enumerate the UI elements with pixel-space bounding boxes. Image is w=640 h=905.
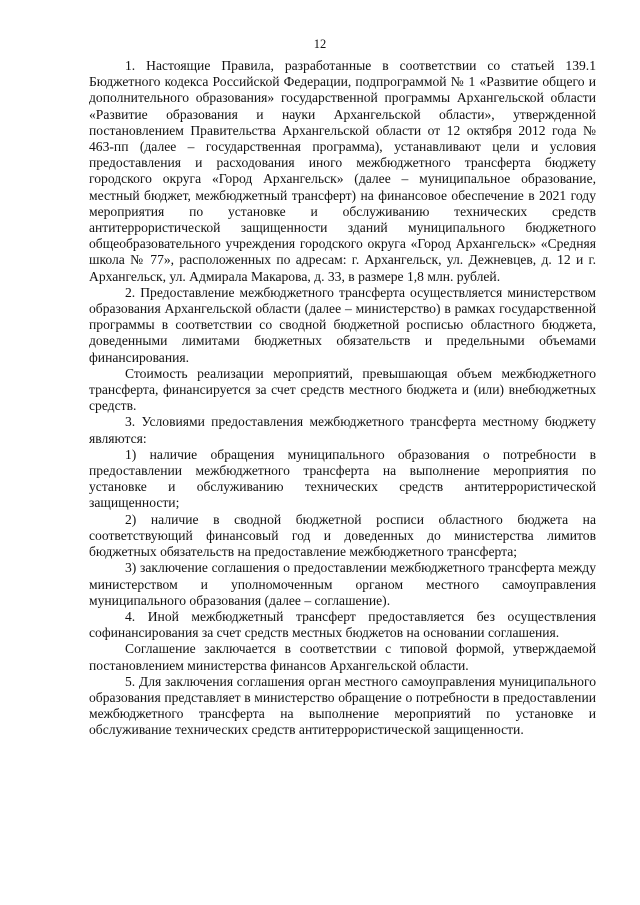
paragraph-3-conditions: 3. Условиями предоставления межбюджетного трансферта местному бюджету являются: [89,414,596,446]
paragraph-cost-excess: Стоимость реализации мероприятий, превышающая объем межбюджетного трансферта, финансируется за счет средств местного бюджета и (или) внебюджетных средств. [89,365,596,414]
paragraph-4-no-cofinancing: 4. Иной межбюджетный трансферт предоставляется без осуществления софинансирования за счет средств местных бюджетов на основании соглашения. [89,608,596,641]
condition-item-3: 3) заключение соглашения о предоставлении межбюджетного трансферта между министерством и уполномоченным органом местного самоуправления муниципального образования (далее – соглашение). [89,560,596,608]
condition-item-1: 1) наличие обращения муниципального образования о потребности в предоставлении межбюджетного трансферта на выполнение мероприятия по установке и обслуживанию технических средств антитеррористической защищенности; [89,446,596,511]
condition-item-2: 2) наличие в сводной бюджетной росписи областного бюджета на соответствующий финансовый год и доведенных до министерства лимитов бюджетных обязательств на предоставление межбюджетного трансферта; [89,511,596,560]
paragraph-1-rules-purpose: 1. Настоящие Правила, разработанные в соответствии со статьей 139.1 Бюджетного кодекса Российской Федерации, подпрограммой № 1 «Развитие общего и дополнительного образования» государственной программы Архангельской области «Развитие образования и науки Архангельской области», утвержденной постановлением Правительства Архангельской области от 12 октября 2012 года № 463-пп (далее – государственная программа), устанавливают цели и условия предоставления и расходования иного межбюджетного трансферта бюджету городского округа «Город Архангельск» (далее – муниципальное образование, местный бюджет, межбюджетный трансферт) на финансовое обеспечение в 2021 году мероприятия по установке и обслуживанию технических средств антитеррористической защищенности зданий муниципального бюджетного общеобразовательного учреждения городского округа «Город Архангельск» «Средняя школа № 77», расположенных по адресам: г. Архангельск, ул. Дежневцев, д. 12 и г. Архангельск, ул. Адмирала Макарова, д. 33, в размере 1,8 млн. рублей. [89,58,596,284]
page-number: 12 [313,37,327,51]
paragraph-2-transfer-provision: 2. Предоставление межбюджетного трансферта осуществляется министерством образования Архангельской области (далее – министерство) в рамках государственной программы в соответствии со сводной бюджетной росписью областного бюджета, доведенными лимитами бюджетных обязательств и предельными объемами финансирования. [89,284,596,365]
document-body [89,58,596,739]
paragraph-5-agreement-request: 5. Для заключения соглашения орган местного самоуправления муниципального образования представляет в министерство обращение о потребности в предоставлении межбюджетного трансферта на выполнение мероприятий по установке и обслуживание технических средств антитеррористической защищенности. [89,673,596,738]
paragraph-agreement-form: Соглашение заключается в соответствии с типовой формой, утверждаемой постановлением министерства финансов Архангельской области. [89,641,596,673]
